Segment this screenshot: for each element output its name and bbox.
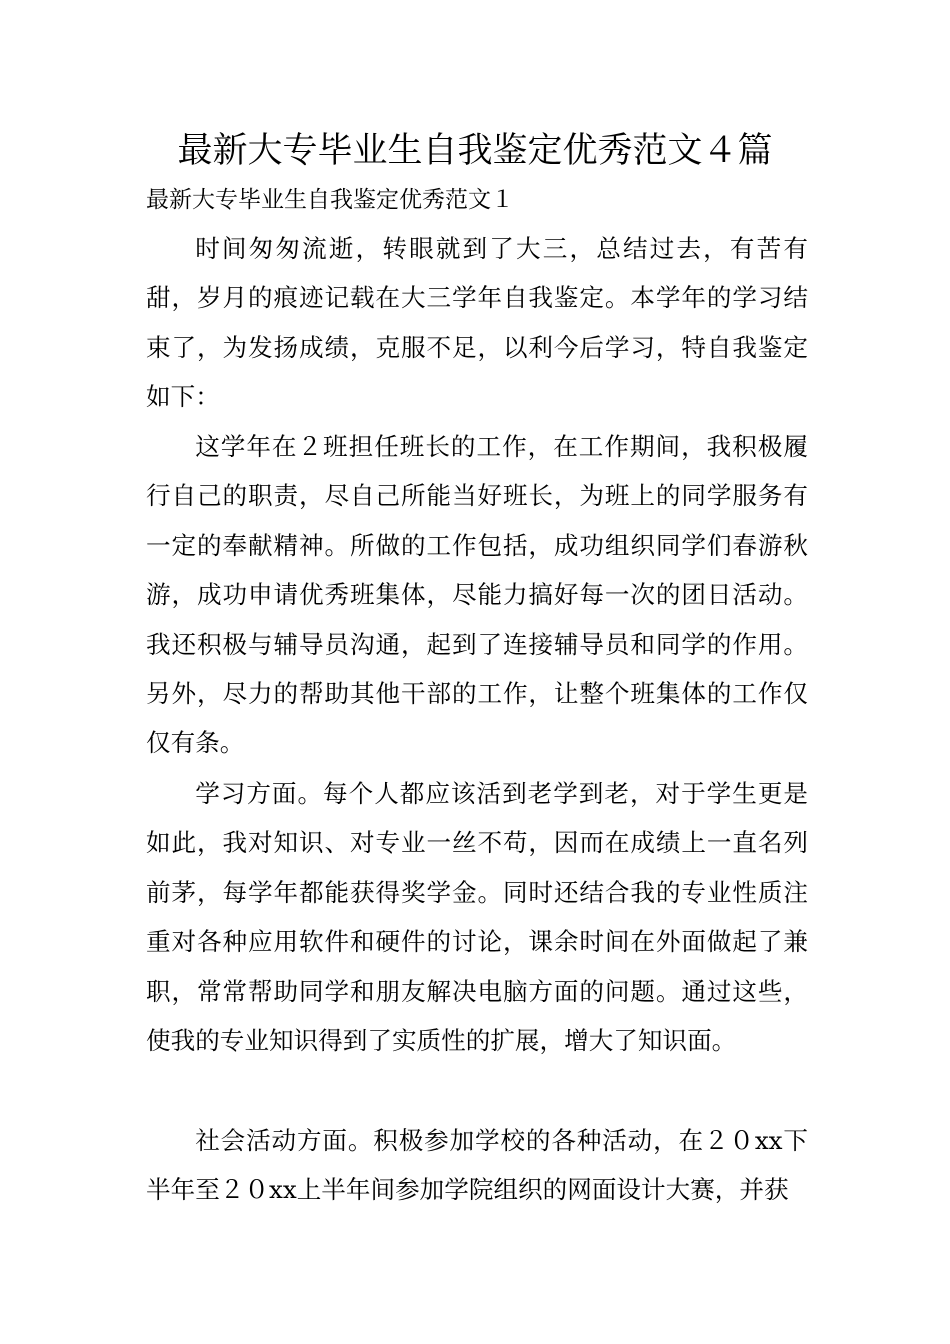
section-heading: 最新大专毕业生自我鉴定优秀范文１ (146, 187, 514, 213)
paragraph-social-activities: 社会活动方面。积极参加学校的各种活动，在２０xx下半年至２０xx上半年间参加学院组织的网面设计大赛，并获 (146, 1126, 808, 1205)
paragraph-study: 学习方面。每个人都应该活到老学到老，对于学生更是如此，我对知识、对专业一丝不苟，因而在成绩上一直名列前茅，每学年都能获得奖学金。同时还结合我的专业性质注重对各种应用软件和硬件的讨论，课余时间在外面做起了兼职，常常帮助同学和朋友解决电脑方面的问题。通过这些，使我的专业知识得到了实质性的扩展，增大了知识面。 (146, 779, 808, 1056)
paragraph-class-monitor: 这学年在２班担任班长的工作，在工作期间，我积极履行自己的职责，尽自己所能当好班长，为班上的同学服务有一定的奉献精神。所做的工作包括，成功组织同学们春游秋游，成功申请优秀班集体，尽能力搞好每一次的团日活动。我还积极与辅导员沟通，起到了连接辅导员和同学的作用。另外，尽力的帮助其他干部的工作，让整个班集体的工作仅仅有条。 (146, 432, 808, 758)
document-title: 最新大专毕业生自我鉴定优秀范文４篇 (177, 131, 773, 171)
paragraph-intro: 时间匆匆流逝，转眼就到了大三，总结过去，有苦有甜，岁月的痕迹记载在大三学年自我鉴定。本学年的学习结束了，为发扬成绩，克服不足，以利今后学习，特自我鉴定如下： (146, 234, 808, 412)
